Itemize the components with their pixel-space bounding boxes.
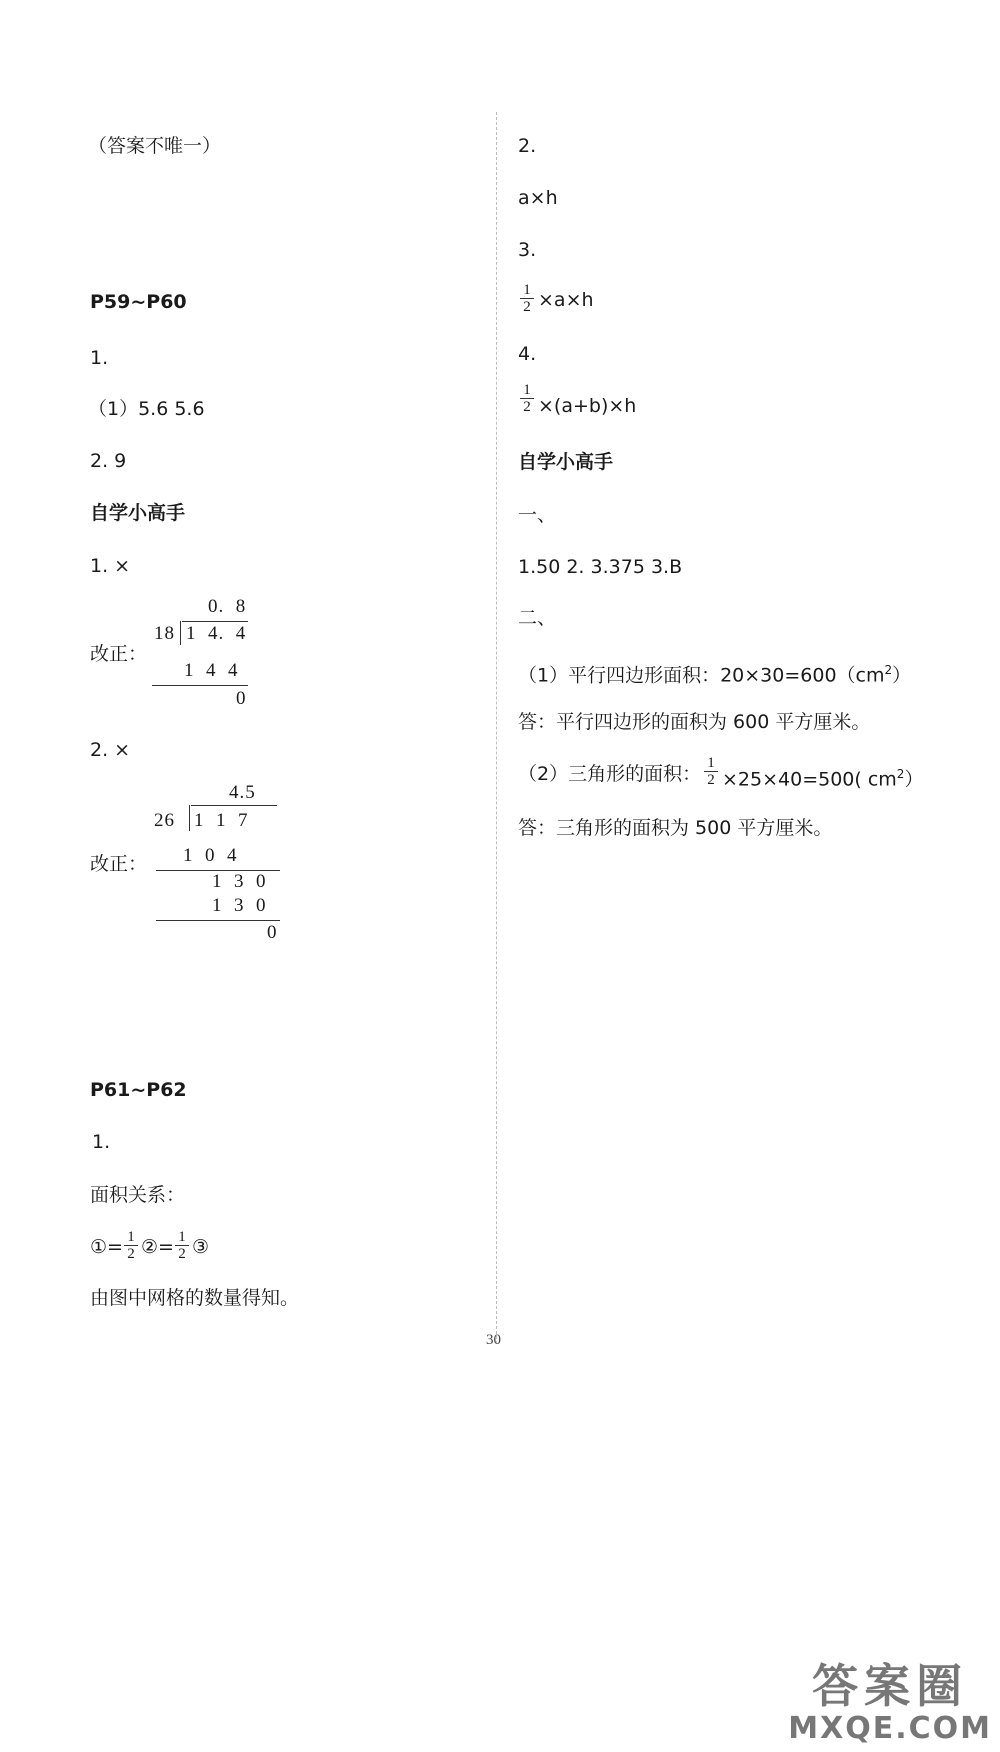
division-2-remainder-1: 1 3 0 bbox=[212, 871, 267, 892]
division-2-product-2: 1 3 0 bbox=[212, 895, 267, 916]
triangle-fraction-half bbox=[704, 755, 718, 788]
area-relation-part-3: ③ bbox=[192, 1236, 210, 1258]
page-number: 30 bbox=[486, 1332, 501, 1348]
fraction-numerator: 1 bbox=[124, 1229, 138, 1246]
closing-paren: ） bbox=[892, 664, 912, 687]
division-1-divisor: 18 bbox=[154, 623, 175, 644]
fraction-denominator: 2 bbox=[707, 772, 715, 788]
division-2-quotient: 4.5 bbox=[229, 782, 256, 803]
q3-label: 3. bbox=[518, 239, 537, 261]
column-divider bbox=[496, 112, 497, 1344]
fraction-half-2 bbox=[175, 1229, 189, 1262]
division-2-product: 1 0 4 bbox=[183, 845, 238, 866]
division-1-bar bbox=[182, 621, 248, 622]
triangle-area-answer: 答：三角形的面积为 500 平方厘米。 bbox=[518, 817, 833, 839]
q4-fraction-half bbox=[520, 382, 534, 415]
q3-fraction-half bbox=[520, 282, 534, 315]
fraction-denominator: 2 bbox=[127, 1246, 135, 1262]
part-2-label: 二、 bbox=[518, 607, 557, 629]
division-1-quotient: 0. 8 bbox=[208, 596, 247, 617]
part-1-label: 一、 bbox=[518, 504, 557, 526]
fraction-denominator: 2 bbox=[178, 1246, 186, 1262]
triangle-area-calc bbox=[722, 762, 923, 791]
section-title-p61-p62: P61~P62 bbox=[90, 1079, 187, 1101]
division-2-bracket bbox=[189, 805, 190, 831]
question-2-answer: 2. 9 bbox=[90, 450, 127, 472]
parallelogram-area-answer: 答：平行四边形的面积为 600 平方厘米。 bbox=[518, 711, 871, 733]
division-1-bracket bbox=[180, 621, 181, 645]
p61-question-1-label: 1. bbox=[92, 1131, 111, 1153]
fraction-numerator: 1 bbox=[175, 1229, 189, 1246]
grid-note: 由图中网格的数量得知。 bbox=[90, 1287, 300, 1309]
division-1-subtract-line bbox=[152, 685, 248, 686]
division-1-remainder: 0 bbox=[236, 688, 247, 709]
triangle-area-text: ×25×40=500( cm bbox=[722, 768, 897, 791]
fraction-half-1 bbox=[124, 1229, 138, 1262]
section-title-p59-p60: P59~P60 bbox=[90, 291, 187, 313]
fraction-denominator: 2 bbox=[523, 399, 531, 415]
fraction-numerator: 1 bbox=[704, 755, 718, 772]
area-relation-part-2: ②= bbox=[141, 1236, 174, 1258]
area-relation-label: 面积关系： bbox=[90, 1184, 186, 1206]
fraction-denominator: 2 bbox=[523, 299, 531, 315]
division-2-bar bbox=[191, 805, 277, 806]
fraction-numerator: 1 bbox=[520, 282, 534, 299]
watermark bbox=[788, 1660, 992, 1746]
division-1-dividend: 1 4. 4 bbox=[186, 623, 247, 644]
correction-1-fix-label: 改正： bbox=[90, 643, 148, 665]
watermark-logo: 答案圈 bbox=[812, 1659, 969, 1713]
q2-formula: a×h bbox=[518, 187, 558, 209]
triangle-area-prefix: （2）三角形的面积： bbox=[518, 763, 702, 785]
division-2-divisor: 26 bbox=[154, 810, 175, 831]
area-relation-part-1: ①= bbox=[90, 1236, 123, 1258]
q3-formula: ×a×h bbox=[538, 289, 594, 311]
correction-2-fix-label: 改正： bbox=[90, 853, 148, 875]
answer-not-unique-note: （答案不唯一） bbox=[88, 135, 222, 157]
division-2-dividend: 1 1 7 bbox=[194, 810, 249, 831]
division-2-remainder: 0 bbox=[267, 922, 278, 943]
correction-2-label: 2. × bbox=[90, 739, 131, 761]
question-1-answer: （1）5.6 5.6 bbox=[88, 398, 205, 420]
closing-paren: ） bbox=[904, 768, 924, 791]
watermark-url: MXQE.COM bbox=[788, 1711, 992, 1746]
q4-label: 4. bbox=[518, 343, 537, 365]
division-2-subtract-line-2 bbox=[156, 920, 280, 921]
parallelogram-area-calc bbox=[518, 658, 911, 687]
division-1-product: 1 4 4 bbox=[184, 660, 239, 681]
unit-superscript: 2 bbox=[884, 663, 893, 677]
q2-label: 2. bbox=[518, 135, 537, 157]
self-study-title-right: 自学小高手 bbox=[518, 451, 614, 473]
unit-superscript: 2 bbox=[896, 767, 905, 781]
question-1-label: 1. bbox=[90, 347, 109, 369]
fraction-numerator: 1 bbox=[520, 382, 534, 399]
parallelogram-area-text: （1）平行四边形面积：20×30=600（cm bbox=[518, 664, 885, 687]
self-study-title-left: 自学小高手 bbox=[90, 502, 186, 524]
part-1-answers: 1.50 2. 3.375 3.B bbox=[518, 556, 683, 578]
correction-1-label: 1. × bbox=[90, 555, 131, 577]
q4-formula: ×(a+b)×h bbox=[538, 395, 637, 417]
